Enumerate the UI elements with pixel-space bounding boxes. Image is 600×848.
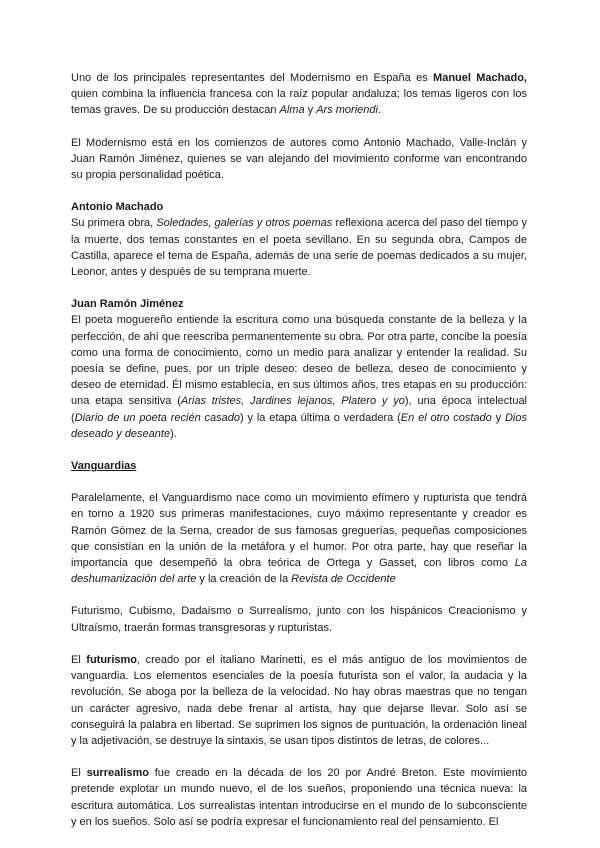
paragraph-futurismo [71, 652, 527, 749]
text-run: Uno de los principales representantes del Modernismo en España es [71, 72, 434, 84]
text-run: quien combina la influencia francesa con la raíz popular andaluza; los temas ligeros con los temas graves. De su producción destacan [71, 88, 527, 117]
paragraph-juan-ramon-jimenez [71, 312, 527, 442]
work-title: Revista de Occidente [291, 573, 396, 586]
work-title: Alma [279, 104, 305, 117]
work-title: Dios deseado y deseante [71, 411, 527, 440]
text-run: , creado por el italiano Marinetti, es el más antiguo de los movimientos de vanguardia. Los elementos esenciales de la poesía futurista son el valor, la audacia y la revolución. Se aboga por la belleza de la velocidad. No hay obras maestras que no tengan un carácter agresivo, nada debe frenar al artista, hay que dejarse llevar. Solo así se conseguirá la palabra en libertad. Se suprimen los signos de puntuación, la ordenación lineal y la adjetivación, se destruye la sintaxis, se usan tipos distintos de letras, de colores... [71, 653, 527, 747]
text-run: ). [170, 427, 177, 440]
paragraph-vanguardismo [71, 490, 527, 587]
term-bold: futurismo [86, 653, 138, 666]
text-run: Paralelamente, el Vanguardismo nace como un movimiento efímero y rupturista que tendrá en torno a 1920 sus primeras manifestaciones, cuyo máximo representante y creador es Ramón Gómez de la Serna, creador de sus famosas greguerías, pequeñas composiciones que consistían en la unión de la metáfora y el humor. Por otra parte, hay que reseñar la importancia que desempeñó la obra teórica de Ortega y Gasset, con libros como [71, 492, 527, 570]
text-run: Su primera obra, [71, 217, 157, 230]
text-run: El [71, 653, 87, 666]
heading-juan-ramon-jimenez: Juan Ramón Jiménez [71, 298, 184, 311]
work-title: Arias tristes, Jardines lejanos, Platero y yo [180, 395, 405, 408]
text-run: reflexiona acerca del paso del tiempo y la muerte, dos temas constantes en el poeta sevillano. En su segunda obra, Campos de Castilla, aparece el tema de España, además de una serie de poemas dedicados a su mujer, Leonor, antes y después de su temprana muerte. [71, 217, 527, 279]
text-run: El poeta moguereño entiende la escritura como una búsqueda constante de la belleza y la perfección, de ahí que reescriba permanentemente su obra. Por otra parte, concibe la poesía como una forma de conocimiento, como un medio para analizar y entender la realidad. Su poesía se define, pues, por un triple deseo: deseo de belleza, deseo de conocimiento y deseo de eternidad. Él mismo establecía, en sus últimos años, tres etapas en su producción: una etapa sensitiva ( [71, 314, 527, 408]
text-run: y [304, 104, 317, 117]
term-bold: surrealismo [86, 767, 149, 780]
heading-antonio-machado: Antonio Machado [71, 201, 164, 214]
paragraph-movimientos: Futurismo, Cubismo, Dadaísmo o Surrealismo, junto con los hispánicos Creacionismo y Ultraísmo, traerán formas transgresoras y rupturistas. [71, 605, 527, 634]
paragraph-modernismo-authors: El Modernismo está en los comienzos de autores como Antonio Machado, Valle-Inclán y Juan Ramón Jiménez, quienes se van alejando del movimiento conforme van encontrando su propia personalidad poética. [71, 136, 527, 182]
text-run: El [71, 767, 87, 780]
text-run: ), una época intelectual ( [71, 395, 528, 424]
paragraph-surrealismo [71, 765, 527, 830]
paragraph-modernismo-intro [71, 70, 527, 119]
text-run: fue creado en la década de los 20 por André Breton. Este movimiento pretende explotar un mundo nuevo, el de los sueños, proponiendo una técnica nueva: la escritura automática. Los surrealistas intentan introducirse en el mundo de lo subconsciente y en los sueños. Solo así se podría expresar el funcionamiento real del pensamiento. El [71, 767, 527, 828]
paragraph-antonio-machado [71, 215, 527, 280]
work-title: Diario de un poeta recién casado [74, 411, 241, 424]
document-page [71, 70, 527, 830]
work-title: La deshumanización del arte [71, 557, 527, 586]
work-title: En el otro costado [400, 411, 492, 424]
section-title-vanguardias: Vanguardias [71, 460, 137, 473]
text-run: . [377, 104, 382, 117]
text-run: y la creación de la [196, 573, 292, 586]
work-title: Soledades, galerías y otros poemas [156, 217, 333, 230]
text-run: y [491, 411, 505, 424]
work-title: Ars moriendi [316, 104, 378, 117]
text-run: ) y la etapa última o verdadera ( [240, 411, 401, 424]
author-name-bold: Manuel Machado, [433, 72, 527, 84]
